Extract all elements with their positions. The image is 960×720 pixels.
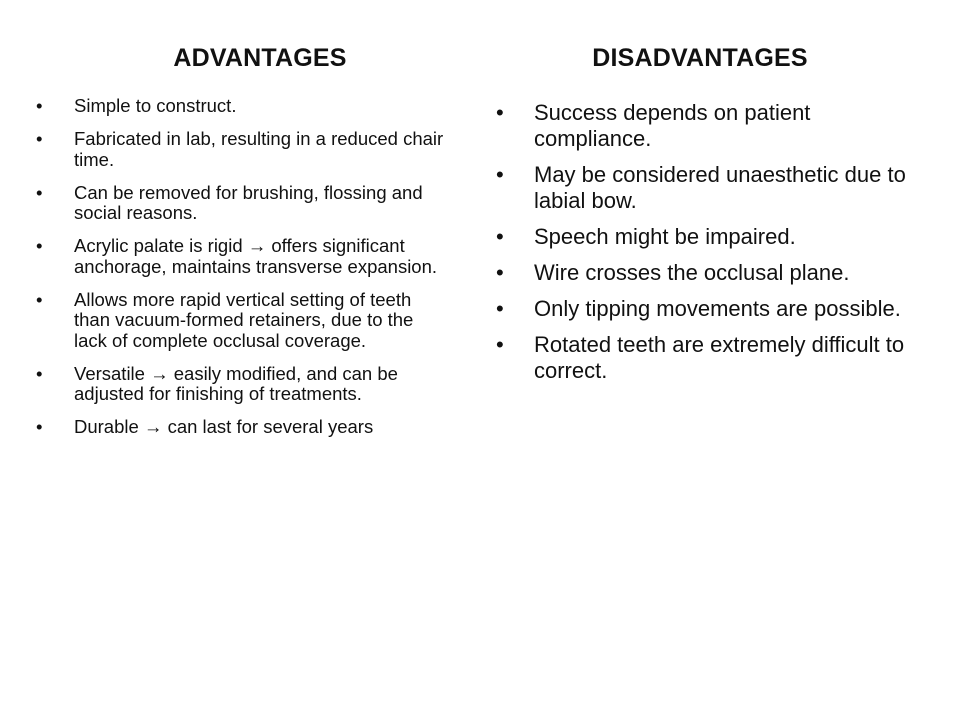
list-item <box>496 162 916 214</box>
advantages-list <box>36 96 446 450</box>
disadvantages-list <box>496 100 916 394</box>
bullet-icon: • <box>36 288 43 310</box>
list-item <box>496 332 916 384</box>
list-item-text: Speech might be impaired. <box>534 224 796 249</box>
bullet-icon: • <box>36 362 43 384</box>
bullet-icon: • <box>496 100 504 125</box>
bullet-icon: • <box>496 260 504 285</box>
list-item-text: Success depends on patient compliance. <box>534 100 811 151</box>
bullet-icon: • <box>36 416 43 437</box>
bullet-icon: • <box>36 128 43 149</box>
list-item-text: Versatile → easily modified, and can be adjusted for finishing of treatments. <box>74 362 398 404</box>
bullet-icon: • <box>36 181 43 203</box>
list-item <box>36 417 446 438</box>
list-item <box>496 224 916 250</box>
bullet-icon: • <box>496 332 504 357</box>
list-item <box>36 183 446 224</box>
bullet-icon: • <box>496 296 504 321</box>
bullet-icon: • <box>496 224 504 249</box>
list-item <box>496 260 916 286</box>
list-item-text: May be considered unaesthetic due to labial bow. <box>534 162 906 213</box>
advantages-heading: ADVANTAGES <box>173 44 347 72</box>
list-item <box>36 129 446 170</box>
list-item <box>36 96 446 117</box>
list-item-text: Fabricated in lab, resulting in a reduced chair time. <box>74 128 444 170</box>
list-item-text: Wire crosses the occlusal plane. <box>534 260 850 285</box>
list-item-text: Rotated teeth are extremely difficult to correct. <box>534 332 905 383</box>
disadvantages-heading: DISADVANTAGES <box>592 44 808 72</box>
list-item <box>36 364 446 405</box>
list-item-text: Durable → can last for several years <box>74 416 374 437</box>
list-item-text: Only tipping movements are possible. <box>534 296 901 321</box>
list-item-text: Acrylic palate is rigid → offers significant anchorage, maintains transverse expansion. <box>74 235 438 277</box>
bullet-icon: • <box>36 95 43 116</box>
list-item <box>496 100 916 152</box>
list-item <box>36 236 446 277</box>
list-item-text: Simple to construct. <box>74 95 237 116</box>
bullet-icon: • <box>496 162 504 187</box>
list-item-text: Allows more rapid vertical setting of teeth than vacuum-formed retainers, due to the lack of complete occlusal coverage. <box>74 288 414 351</box>
list-item-text: Can be removed for brushing, flossing and social reasons. <box>74 181 423 223</box>
list-item <box>36 290 446 352</box>
bullet-icon: • <box>36 235 43 256</box>
list-item <box>496 296 916 322</box>
